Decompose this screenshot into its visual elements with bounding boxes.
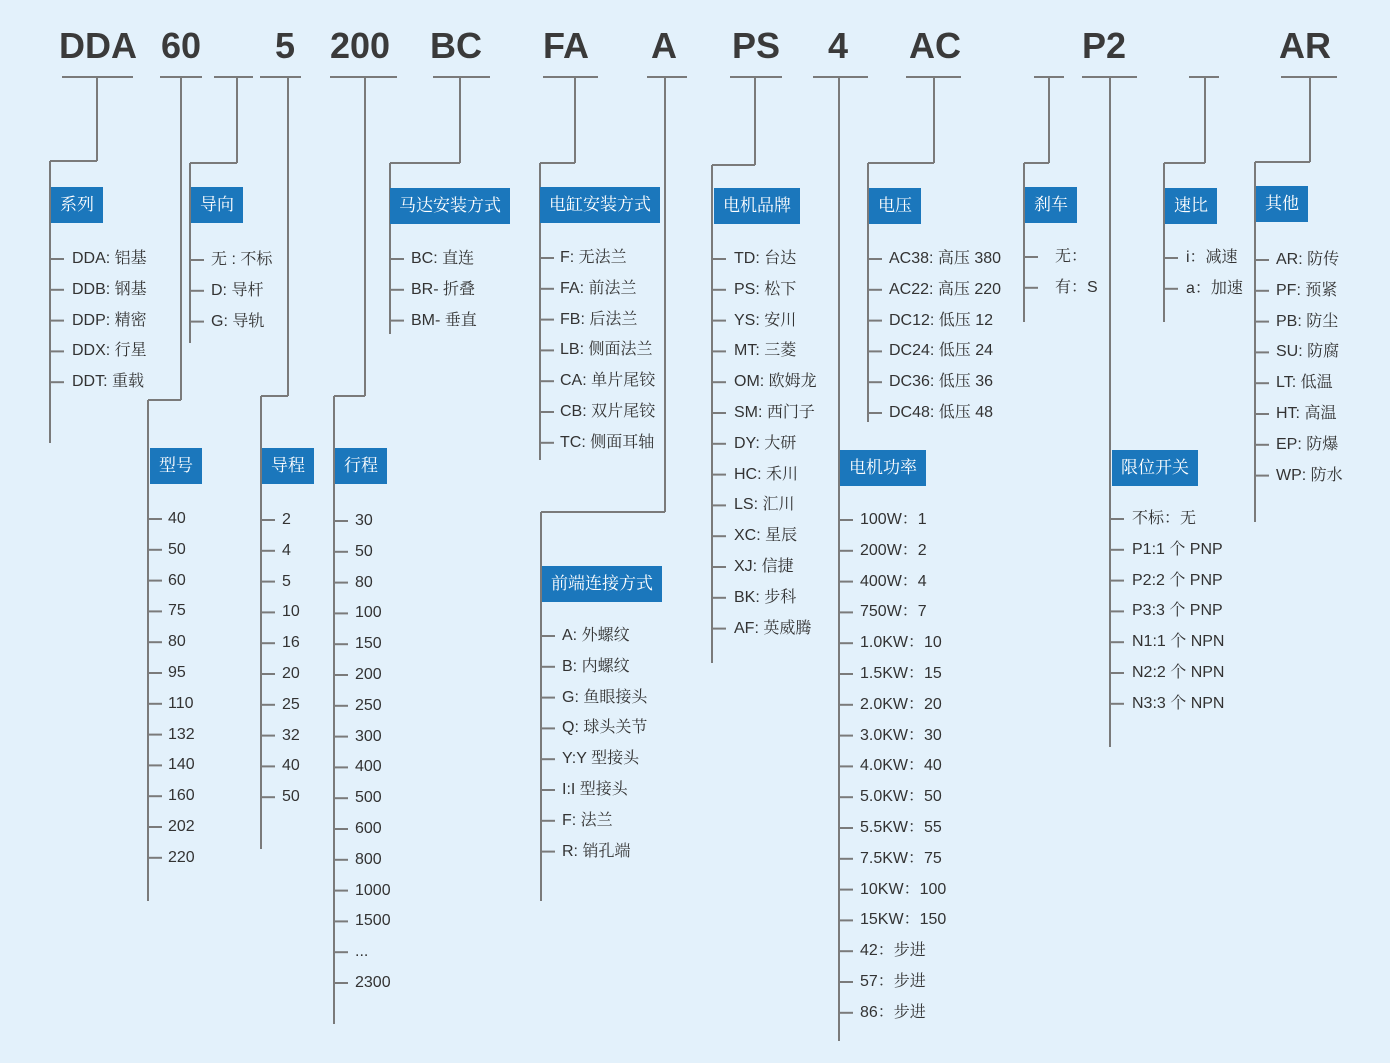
option-item: LS: 汇川 xyxy=(734,496,795,514)
option-item: 50 xyxy=(168,540,186,558)
option-item: DDP: 精密 xyxy=(72,311,147,329)
category-tag-cylinder-mount: 电缸安装方式 xyxy=(540,187,660,223)
option-item: WP: 防水 xyxy=(1276,466,1343,484)
code-segment-4: BC xyxy=(430,25,482,66)
option-item: 10KW：100 xyxy=(860,880,947,898)
option-item: BC: 直连 xyxy=(411,250,475,267)
code-segment-8: 4 xyxy=(827,25,849,66)
option-item: 202 xyxy=(168,818,195,835)
option-item: DDT: 重载 xyxy=(72,373,145,391)
code-segment-5: FA xyxy=(542,25,589,66)
option-item: ... xyxy=(355,943,369,961)
option-item: 220 xyxy=(168,848,195,866)
option-item: AC38: 高压 380 xyxy=(889,250,1002,267)
option-item: PF: 预紧 xyxy=(1276,281,1338,299)
option-item: 15KW：150 xyxy=(860,911,947,929)
option-item: DC24: 低压 24 xyxy=(889,342,994,360)
option-item: 4.0KW：40 xyxy=(860,757,942,775)
option-item: 16 xyxy=(282,634,300,652)
option-item: F: 法兰 xyxy=(562,811,613,829)
option-item: 250 xyxy=(355,696,382,714)
category-tag-model: 型号 xyxy=(150,448,202,484)
option-item: DC12: 低压 12 xyxy=(889,311,994,329)
option-item: 100W：1 xyxy=(860,511,927,528)
option-item: 160 xyxy=(168,787,195,805)
option-item: EP: 防爆 xyxy=(1276,435,1339,453)
option-item: 无： xyxy=(1055,248,1088,265)
option-item: HC: 禾川 xyxy=(734,465,799,483)
option-item: 10 xyxy=(282,603,300,621)
code-segment-2: 5 xyxy=(274,25,296,66)
code-segment-10: P2 xyxy=(1081,25,1127,66)
option-item: 57：步进 xyxy=(860,973,926,990)
option-item: AR: 防传 xyxy=(1276,251,1340,268)
option-item: 7.5KW：75 xyxy=(860,849,942,867)
code-segment-9: AC xyxy=(909,25,961,66)
option-item: 5 xyxy=(282,572,291,590)
option-item: XC: 星辰 xyxy=(734,527,798,545)
category-tag-brake: 刹车 xyxy=(1025,187,1077,223)
option-item: 5.5KW：55 xyxy=(860,819,942,836)
option-item: 1000 xyxy=(355,881,391,899)
category-tag-lead: 导程 xyxy=(262,448,314,484)
category-tag-series: 系列 xyxy=(51,187,103,223)
code-segment-0: DDA xyxy=(59,25,137,66)
option-item: i：减速 xyxy=(1186,249,1238,266)
option-item: AF: 英威腾 xyxy=(734,619,812,637)
option-item: 不标：无 xyxy=(1132,510,1197,527)
option-item: XJ: 信捷 xyxy=(734,558,794,575)
option-item: 32 xyxy=(282,726,300,744)
option-item: 80 xyxy=(355,573,373,591)
option-item: 2300 xyxy=(355,974,391,991)
option-item: 100 xyxy=(355,604,382,622)
option-item: P1:1 个 PNP xyxy=(1132,540,1223,558)
option-item: 1500 xyxy=(355,912,391,930)
option-item: DDA: 铝基 xyxy=(72,250,147,267)
option-item: 1.5KW：15 xyxy=(860,665,942,682)
option-item: 20 xyxy=(282,665,300,682)
option-item: 200W：2 xyxy=(860,541,927,559)
option-item: 400W：4 xyxy=(860,572,927,590)
option-item: 150 xyxy=(355,635,382,653)
option-item: 40 xyxy=(282,757,300,775)
option-item: PB: 防尘 xyxy=(1276,312,1339,330)
option-item: 42：步进 xyxy=(860,942,926,960)
option-item: 132 xyxy=(168,725,195,743)
category-tag-limit-switch: 限位开关 xyxy=(1112,450,1198,486)
code-segment-7: PS xyxy=(731,25,781,66)
option-item: DC36: 低压 36 xyxy=(889,373,994,391)
option-item: 80 xyxy=(168,633,186,651)
option-item: Y:Y 型接头 xyxy=(562,750,640,768)
option-item: 4 xyxy=(282,541,291,559)
option-item: 400 xyxy=(355,758,382,776)
option-item: FB: 后法兰 xyxy=(560,310,638,328)
option-item: 40 xyxy=(168,510,186,527)
option-item: 500 xyxy=(355,789,382,807)
option-item: 有：S xyxy=(1055,278,1098,296)
code-segment-1: 60 xyxy=(160,25,202,66)
option-item: G: 鱼眼接头 xyxy=(562,688,648,706)
option-item: N2:2 个 NPN xyxy=(1132,664,1225,681)
option-item: 60 xyxy=(168,571,186,589)
category-tag-direction: 导向 xyxy=(191,187,243,223)
option-item: HT: 高温 xyxy=(1276,405,1337,422)
option-item: 110 xyxy=(168,694,194,712)
option-item: B: 内螺纹 xyxy=(562,657,630,675)
option-item: D: 导杆 xyxy=(211,281,264,299)
option-item: FA: 前法兰 xyxy=(560,279,637,297)
category-tag-front-end: 前端连接方式 xyxy=(542,566,662,602)
option-item: 2 xyxy=(282,511,291,528)
category-tag-motor-brand: 电机品牌 xyxy=(714,188,800,224)
option-item: 800 xyxy=(355,850,382,868)
option-item: SM: 西门子 xyxy=(734,404,815,421)
option-item: DC48: 低压 48 xyxy=(889,404,994,421)
option-item: 2.0KW：20 xyxy=(860,695,942,713)
option-item: TD: 台达 xyxy=(734,250,797,267)
option-item: G: 导轨 xyxy=(211,312,265,330)
option-item: 300 xyxy=(355,727,382,745)
option-item: 5.0KW：50 xyxy=(860,788,942,806)
option-item: YS: 安川 xyxy=(734,311,797,329)
option-item: A: 外螺纹 xyxy=(562,627,630,644)
option-item: N1:1 个 NPN xyxy=(1132,633,1225,651)
category-tag-ratio: 速比 xyxy=(1165,188,1217,224)
option-item: MT: 三菱 xyxy=(734,342,797,360)
option-item: 50 xyxy=(282,788,300,806)
option-item: 50 xyxy=(355,542,373,560)
option-item: BM- 垂直 xyxy=(411,311,477,329)
option-item: DY: 大研 xyxy=(734,434,797,452)
option-item: 140 xyxy=(168,756,195,774)
option-item: LT: 低温 xyxy=(1276,374,1333,392)
option-item: a：加速 xyxy=(1186,279,1243,297)
option-item: SU: 防腐 xyxy=(1276,343,1340,361)
option-item: 3.0KW：30 xyxy=(860,726,942,744)
option-item: 1.0KW：10 xyxy=(860,634,942,652)
option-item: P3:3 个 PNP xyxy=(1132,602,1223,620)
option-item: 30 xyxy=(355,512,373,529)
option-item: TC: 侧面耳轴 xyxy=(560,433,655,451)
option-item: 200 xyxy=(355,666,382,683)
option-item: PS: 松下 xyxy=(734,280,797,298)
option-item: N3:3 个 NPN xyxy=(1132,694,1225,712)
option-item: Q: 球头关节 xyxy=(562,719,648,737)
code-segment-6: A xyxy=(651,25,677,66)
option-item: DDB: 钢基 xyxy=(72,280,147,298)
option-item: F: 无法兰 xyxy=(560,249,627,266)
option-item: BR- 折叠 xyxy=(411,280,476,298)
code-segment-3: 200 xyxy=(329,25,391,66)
category-tag-voltage: 电压 xyxy=(869,188,921,224)
option-item: CB: 双片尾铰 xyxy=(560,403,656,420)
option-item: BK: 步科 xyxy=(734,588,797,606)
category-tag-other: 其他 xyxy=(1256,186,1308,222)
option-item: I:I 型接头 xyxy=(562,781,628,798)
option-item: CA: 单片尾铰 xyxy=(560,372,656,390)
option-item: P2:2 个 PNP xyxy=(1132,571,1223,589)
option-item: 86：步进 xyxy=(860,1003,926,1021)
category-tag-stroke: 行程 xyxy=(335,448,387,484)
option-item: 600 xyxy=(355,820,382,837)
category-tag-motor-mount: 马达安装方式 xyxy=(390,188,510,224)
option-item: LB: 侧面法兰 xyxy=(560,341,653,359)
option-item: 75 xyxy=(168,602,186,620)
option-item: 无 : 不标 xyxy=(211,251,273,268)
option-item: 95 xyxy=(168,664,186,681)
option-item: 25 xyxy=(282,695,300,713)
code-segment-11: AR xyxy=(1279,25,1331,66)
category-tag-motor-power: 电机功率 xyxy=(840,450,926,486)
option-item: R: 销孔端 xyxy=(562,842,631,860)
option-item: DDX: 行星 xyxy=(72,342,147,360)
option-item: AC22: 高压 220 xyxy=(889,280,1002,298)
option-item: OM: 欧姆龙 xyxy=(734,373,817,391)
option-item: 750W：7 xyxy=(860,603,927,621)
